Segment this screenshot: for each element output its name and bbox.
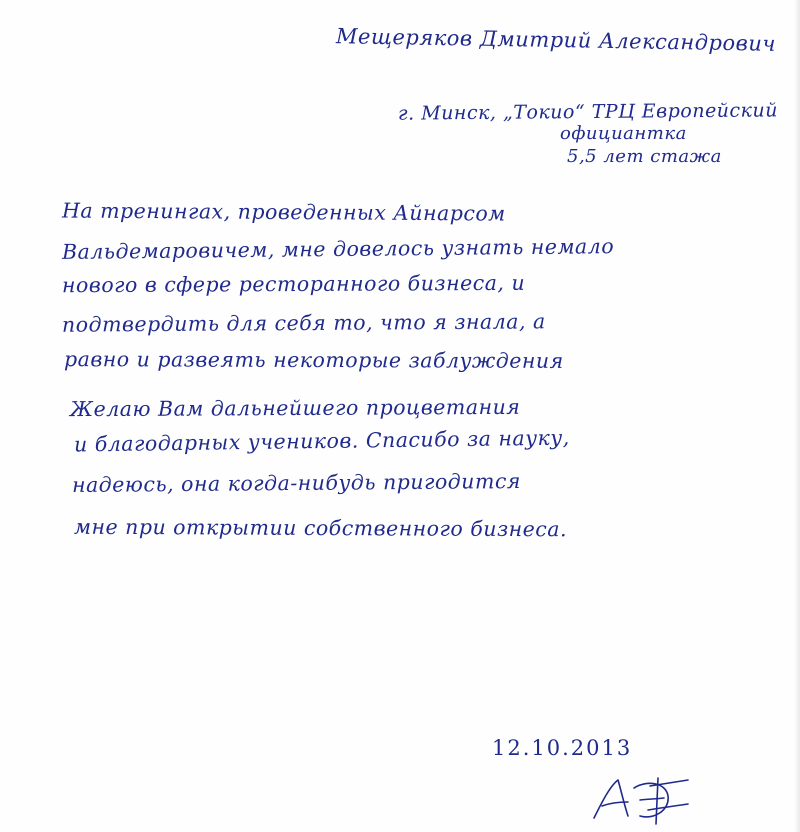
body-line: равно и развеять некоторые заблуждения bbox=[63, 347, 564, 373]
letter-date: 12.10.2013 bbox=[492, 736, 633, 760]
body-line: мне при открытии собственного бизнеса. bbox=[73, 514, 568, 542]
body-line: надеюсь, она когда-нибудь пригодится bbox=[71, 469, 522, 497]
body-line: нового в сфере ресторанного бизнеса, и bbox=[61, 270, 526, 298]
body-line: Вальдемаровичем, мне довелось узнать немало bbox=[61, 234, 615, 264]
recipient-line: Мещеряков Дмитрий Александрович bbox=[335, 24, 777, 56]
experience-line: 5,5 лет стажа bbox=[567, 146, 722, 167]
signature-mark bbox=[588, 766, 698, 828]
body-line: и благодарных учеников. Спасибо за науку, bbox=[73, 425, 570, 457]
body-line: подтвердить для себя то, что я знала, а bbox=[61, 309, 546, 337]
body-line: Желаю Вам дальнейшего процветания bbox=[69, 394, 521, 422]
location-line: г. Минск, „Токио“ ТРЦ Европейский bbox=[397, 99, 779, 125]
scan-edge-shadow bbox=[794, 0, 800, 832]
body-line: На тренингах, проведенных Айнарсом bbox=[61, 198, 506, 226]
role-line: официантка bbox=[560, 123, 687, 144]
